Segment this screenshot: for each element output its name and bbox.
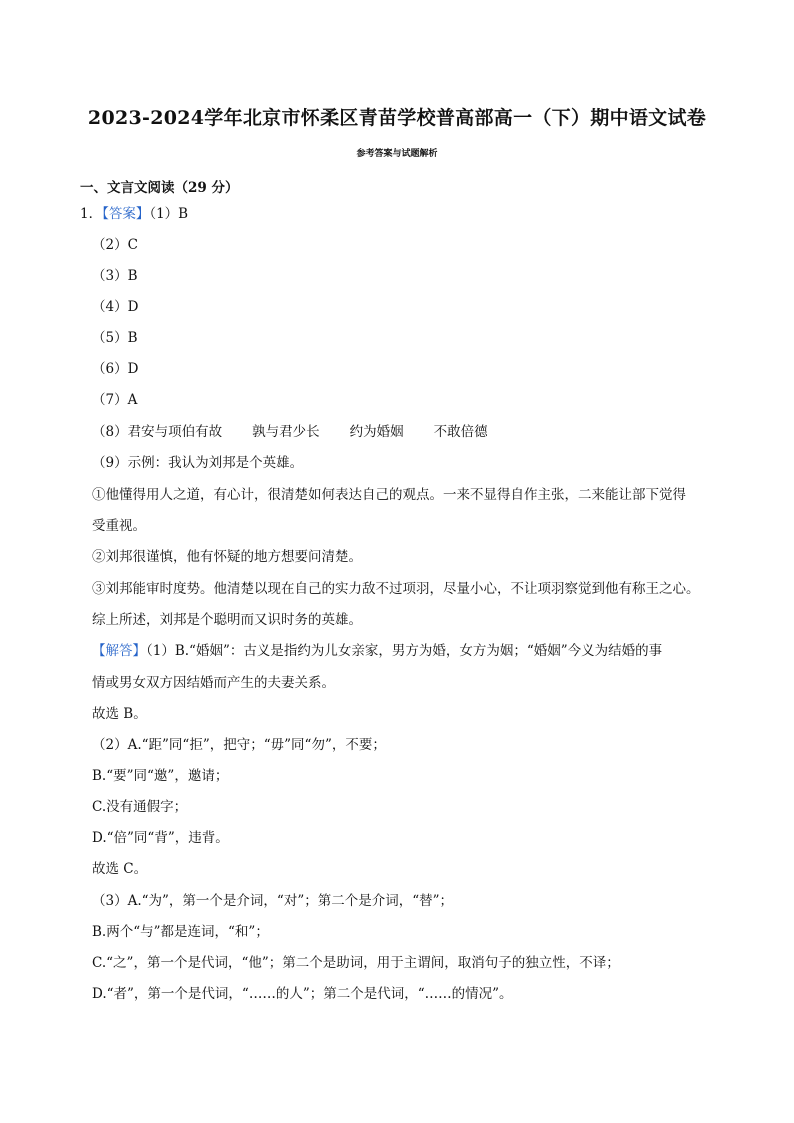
explanation-line: B.“要”同“邀”，邀请；	[92, 768, 229, 784]
paragraph-line: ③刘邦能审时度势。他清楚以现在自己的实力敌不过项羽，尽量小心，不让项羽察觉到他有称王之心。	[92, 581, 700, 597]
answer-item: （4）D	[92, 299, 139, 315]
answer-item: （3）B	[92, 268, 138, 284]
answer-phrase: 约为婚姻	[349, 424, 404, 440]
paragraph-line: ②刘邦很谨慎，他有怀疑的地方想要问清楚。	[92, 549, 362, 565]
explanation-tag: 【解答】	[92, 643, 146, 659]
question-1-answer-line	[80, 205, 188, 223]
explanation-line: D.“倍”同“背”，违背。	[92, 830, 229, 846]
explanation-text: （1）B.“婚姻”：古义是指约为儿女亲家，男方为婚，女方为姻；“婚姻”今义为结婚的事	[146, 643, 663, 659]
explanation-line: D.“者”，第一个是代词，“……的人”；第二个是代词，“……的情况”。	[92, 986, 513, 1002]
answer-phrase: 不敢倍德	[433, 424, 488, 440]
explanation-line: （3）A.“为”，第一个是介词，“对”；第二个是介词，“替”；	[92, 893, 454, 909]
explanation-line: 故选 B。	[92, 706, 147, 722]
answer-phrase: 君安与项伯有故	[127, 424, 223, 440]
answer-item: （9）示例：我认为刘邦是个英雄。	[92, 455, 304, 471]
explanation-line: （2）A.“距”同“拒”，把守；“毋”同“勿”，不要；	[92, 737, 386, 753]
explanation-line	[92, 642, 662, 660]
section-heading: 一、文言文阅读（29 分）	[80, 180, 239, 196]
answer-item: （5）B	[92, 330, 138, 346]
answer-phrase: 孰与君少长	[252, 424, 320, 440]
answer-item: （1）B	[149, 206, 189, 222]
explanation-line: C.没有通假字；	[92, 799, 188, 815]
answer-item-8	[92, 423, 488, 441]
answer-item: （7）A	[92, 392, 138, 408]
question-number: 1．	[80, 206, 103, 222]
page-title: 2023-2024学年北京市怀柔区青苗学校普高部高一（下）期中语文试卷	[87, 107, 707, 129]
page-subtitle: 参考答案与试题解析	[356, 149, 438, 159]
explanation-line: 故选 C。	[92, 861, 148, 877]
paragraph-line: 综上所述，刘邦是个聪明而又识时务的英雄。	[92, 612, 362, 628]
answer-item-prefix: （8）	[92, 424, 128, 440]
explanation-line: C.“之”，第一个是代词，“他”；第二个是助词，用于主谓间，取消句子的独立性，不译；	[92, 955, 620, 971]
explanation-line: B.两个“与”都是连词，“和”；	[92, 924, 269, 940]
answer-tag: 【答案】	[102, 206, 150, 222]
explanation-line: 情或男女双方因结婚而产生的夫妻关系。	[92, 675, 335, 691]
paragraph-line: 受重视。	[92, 518, 146, 534]
answer-item: （2）C	[92, 237, 138, 253]
paragraph-line: ①他懂得用人之道，有心计，很清楚如何表达自己的观点。一来不显得自作主张，二来能让部下觉得	[92, 487, 686, 503]
answer-item: （6）D	[92, 361, 139, 377]
